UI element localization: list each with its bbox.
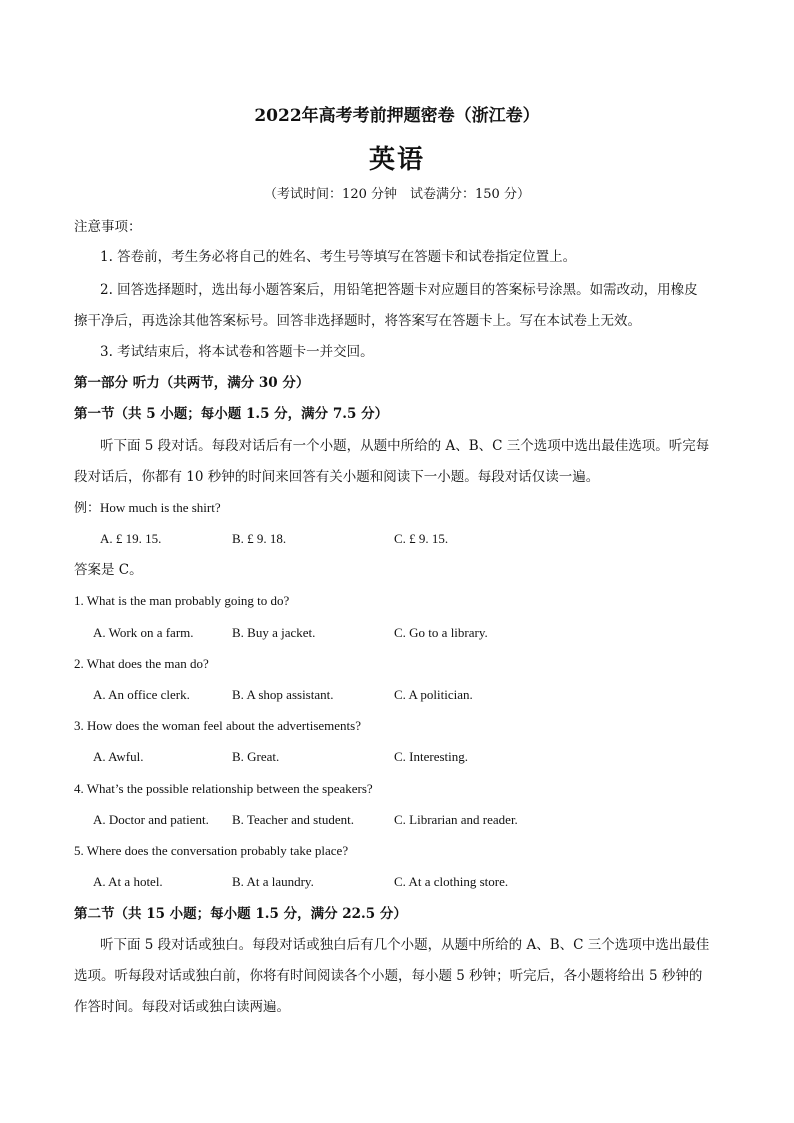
question-5-option-c: C. At a clothing store.	[394, 874, 509, 889]
section-2-intro-line-2: 选项。听每段对话或独白前，你将有时间阅读各个小题，每小题 5 秒钟；听完后，各小题将给出 5 秒钟的	[74, 968, 703, 984]
question-2-option-a: A. An office clerk.	[93, 687, 190, 702]
notice-item-2-line-2: 擦干净后，再选涂其他答案标号。回答非选择题时，将答案写在答题卡上。写在本试卷上无效。	[74, 313, 641, 329]
example-option-a: A. £ 19. 15.	[100, 531, 162, 546]
question-3-option-c: C. Interesting.	[394, 749, 469, 764]
question-5-option-b: B. At a laundry.	[232, 874, 314, 889]
question-5: 5. Where does the conversation probably take place?	[74, 843, 349, 858]
section-1-intro-line-2: 段对话后，你都有 10 秒钟的时间来回答有关小题和阅读下一小题。每段对话仅读一遍。	[74, 469, 600, 485]
section-2-heading: 第二节（共 15 小题；每小题 1.5 分，满分 22.5 分）	[74, 906, 407, 922]
question-5-option-a: A. At a hotel.	[93, 874, 163, 889]
notice-heading: 注意事项：	[74, 219, 142, 235]
example-question: 例：How much is the shirt?	[74, 500, 221, 515]
notice-item-1: 1. 答卷前，考生务必将自己的姓名、考生号等填写在答题卡和试卷指定位置上。	[100, 249, 577, 265]
notice-item-2-line-1: 2. 回答选择题时，选出每小题答案后，用铅笔把答题卡对应题目的答案标号涂黑。如需改动，用橡皮	[100, 282, 698, 298]
question-2-option-c: C. A politician.	[394, 687, 473, 702]
question-1: 1. What is the man probably going to do?	[74, 593, 290, 608]
exam-title: 2022年高考考前押题密卷（浙江卷）	[254, 106, 540, 126]
question-1-option-a: A. Work on a farm.	[93, 625, 194, 640]
example-answer: 答案是 C。	[74, 562, 143, 578]
section-2-intro-line-1: 听下面 5 段对话或独白。每段对话或独白后有几个小题，从题中所给的 A、B、C 三个选项中选出最佳	[100, 937, 710, 953]
question-4-option-c: C. Librarian and reader.	[394, 812, 518, 827]
question-4-option-b: B. Teacher and student.	[232, 812, 354, 827]
question-4: 4. What’s the possible relationship between the speakers?	[74, 781, 373, 796]
question-2: 2. What does the man do?	[74, 656, 209, 671]
question-2-option-b: B. A shop assistant.	[232, 687, 334, 702]
section-1-intro-line-1: 听下面 5 段对话。每段对话后有一个小题，从题中所给的 A、B、C 三个选项中选出最佳选项。听完每	[100, 438, 710, 454]
example-option-b: B. £ 9. 18.	[232, 531, 287, 546]
notice-item-3: 3. 考试结束后，将本试卷和答题卡一并交回。	[100, 344, 374, 360]
question-4-option-a: A. Doctor and patient.	[93, 812, 209, 827]
question-1-option-c: C. Go to a library.	[394, 625, 488, 640]
question-1-option-b: B. Buy a jacket.	[232, 625, 316, 640]
section-2-intro-line-3: 作答时间。每段对话或独白读两遍。	[74, 999, 290, 1015]
exam-info: （考试时间：120 分钟 试卷满分：150 分）	[264, 187, 530, 202]
question-3: 3. How does the woman feel about the advertisements?	[74, 718, 361, 733]
question-3-option-a: A. Awful.	[93, 749, 144, 764]
question-3-option-b: B. Great.	[232, 749, 280, 764]
example-option-c: C. £ 9. 15.	[394, 531, 449, 546]
section-1-heading: 第一节（共 5 小题；每小题 1.5 分，满分 7.5 分）	[74, 406, 389, 422]
subject-title: 英语	[368, 145, 425, 175]
part-1-heading: 第一部分 听力（共两节，满分 30 分）	[74, 375, 310, 391]
